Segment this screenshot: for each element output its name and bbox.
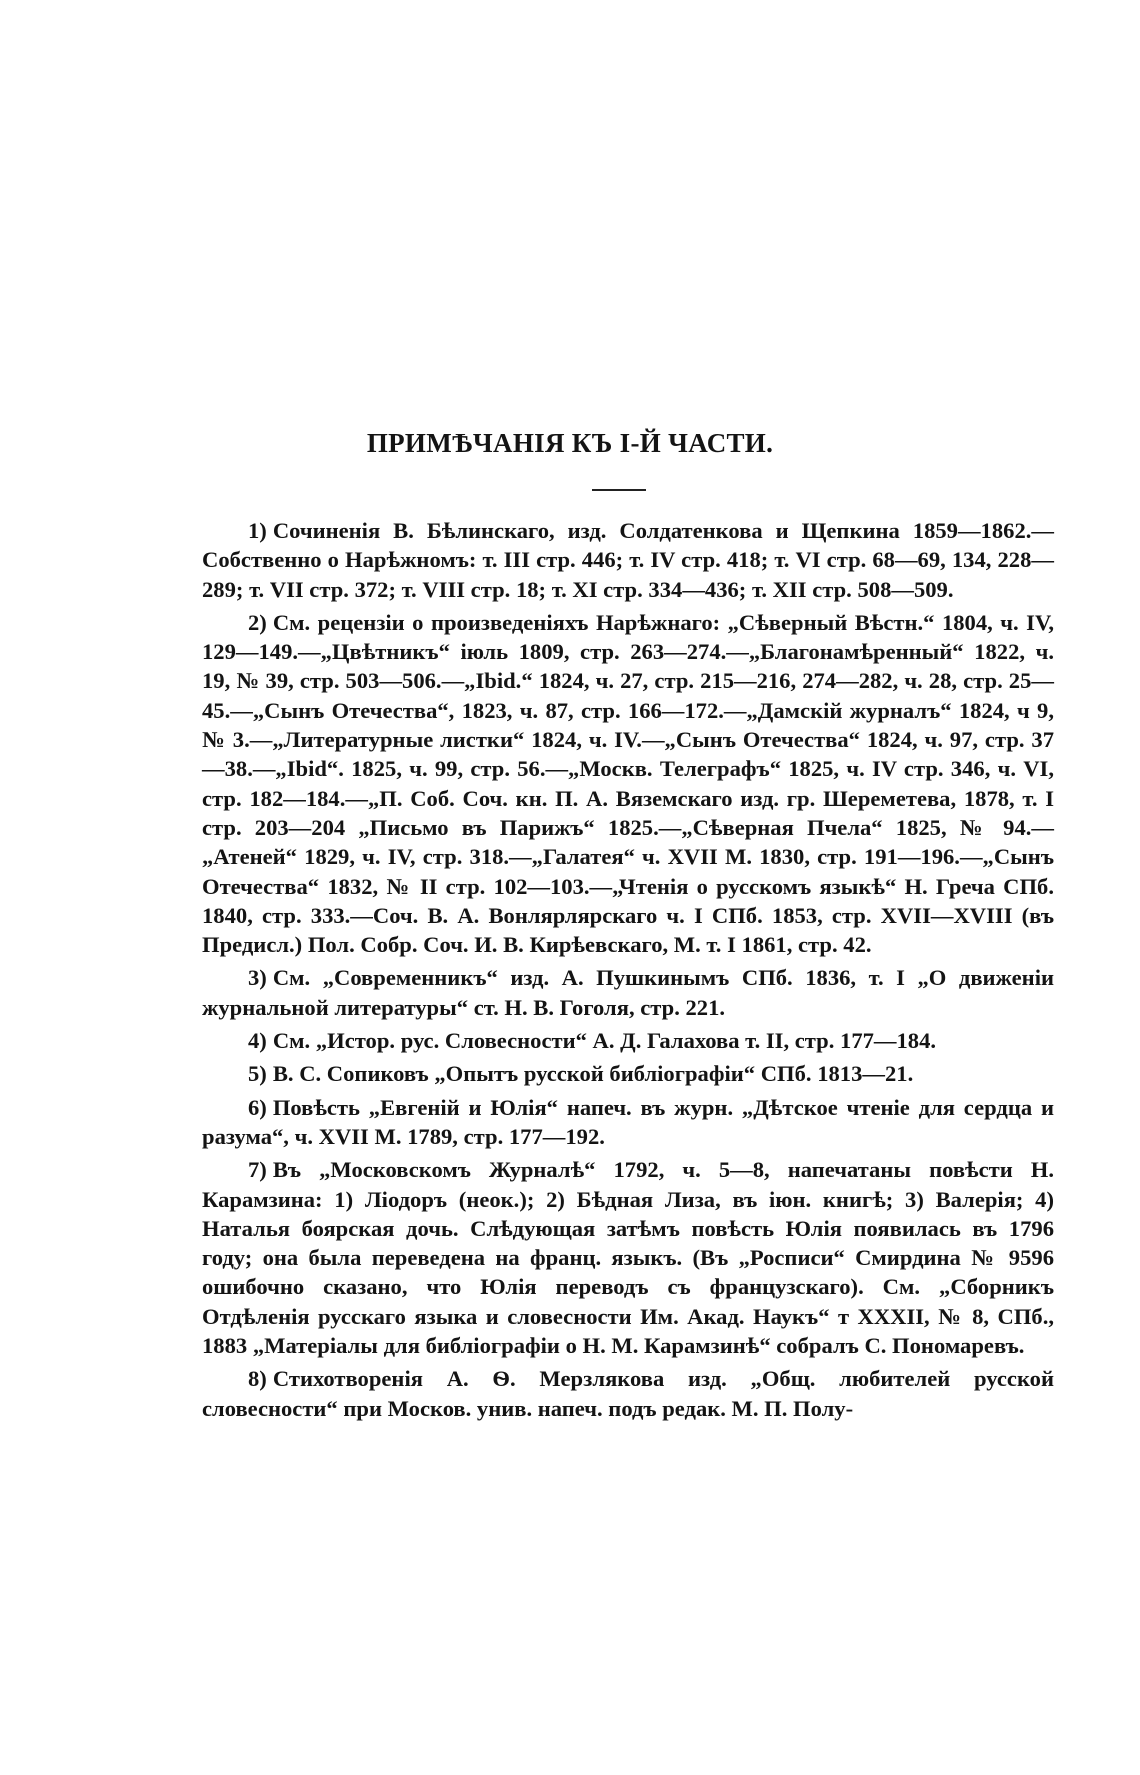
note-item — [202, 1059, 1054, 1088]
note-item — [202, 963, 1054, 1022]
note-text: Повѣсть „Евгеній и Юлія“ напеч. въ журн. „Дѣтское чтеніе для сердца и разума“, ч. XVII М. 1789, стр. 177—192. — [202, 1094, 1054, 1149]
notes-list — [202, 516, 1054, 1427]
note-item — [202, 1093, 1054, 1152]
note-item — [202, 1155, 1054, 1360]
note-text: См. „Истор. рус. Словесности“ А. Д. Галахова т. II, стр. 177—184. — [272, 1028, 937, 1054]
note-text: Въ „Московскомъ Журналѣ“ 1792, ч. 5—8, напечатаны повѣсти Н. Карамзина: 1) Ліодоръ (неок.); 2) Бѣдная Лиза, въ іюн. книгѣ; 3) Валерія; 4) Наталья боярская дочь. Слѣдующая затѣмъ повѣсть Юлія появилась въ 1796 году; она была переведена на франц. языкъ. (Въ „Росписи“ Смирдина № 9596 ошибочно сказано, что Юлія переводъ съ французскаго). См. „Сборникъ Отдѣленія русскаго языка и словесности Им. Акад. Наукъ“ т XXXII, № 8, СПб., 1883 „Матеріалы для библіографіи о Н. М. Карамзинѣ“ собралъ С. Пономаревъ. — [202, 1157, 1054, 1359]
note-text: Сочиненія В. Бѣлинскаго, изд. Солдатенкова и Щепкина 1859—1862.—Собственно о Нарѣжномъ: т. III стр. 446; т. IV стр. 418; т. VI стр. 68—69, 134, 228—289; т. VII стр. 372; т. VIII стр. 18; т. XI стр. 334—436; т. XII стр. 508—509. — [202, 518, 1054, 602]
note-number: 8) — [248, 1366, 267, 1392]
note-item — [202, 1364, 1054, 1423]
note-text: Стихотворенія А. Ѳ. Мерзлякова изд. „Общ. любителей русской словесности“ при Москов. унив. напеч. подъ редак. М. П. Полу- — [202, 1366, 1054, 1421]
title-rule — [592, 489, 646, 491]
note-text: См. рецензіи о произведеніяхъ Нарѣжнаго: „Сѣверный Вѣстн.“ 1804, ч. IV, 129—149.—„Цвѣтникъ“ іюль 1809, стр. 263—274.—„Благонамѣренный“ 1822, ч. 19, № 39, стр. 503—506.—„Ibid.“ 1824, ч. 27, стр. 215—216, 274—282, ч. 28, стр. 25—45.—„Сынъ Отечества“, 1823, ч. 87, стр. 166—172.—„Дамскій журналъ“ 1824, ч 9, № 3.—„Литературные листки“ 1824, ч. IV.—„Сынъ Отечества“ 1824, ч. 97, стр. 37—38.—„Ibid“. 1825, ч. 99, стр. 56.—„Москв. Телеграфъ“ 1825, ч. IV стр. 346, ч. VI, стр. 182—184.—„П. Соб. Соч. кн. П. А. Вяземскаго изд. гр. Шереметева, 1878, т. I стр. 203—204 „Письмо въ Парижъ“ 1825.—„Сѣверная Пчела“ 1825, № 94.—„Атеней“ 1829, ч. IV, стр. 318.—„Галатея“ ч. XVII М. 1830, стр. 191—196.—„Сынъ Отечества“ 1832, № II стр. 102—103.—„Чтенія о русскомъ языкѣ“ Н. Греча СПб. 1840, стр. 333.—Соч. В. А. Вонлярлярскаго ч. I СПб. 1853, стр. XVII—XVIII (въ Предисл.) Пол. Собр. Соч. И. В. Кирѣевскаго, М. т. I 1861, стр. 42. — [202, 609, 1054, 958]
note-number: 5) — [248, 1061, 267, 1087]
note-number: 2) — [248, 609, 267, 635]
note-item — [202, 1026, 1054, 1055]
note-text: В. С. Сопиковъ „Опытъ русской библіографіи“ СПб. 1813—21. — [272, 1061, 914, 1087]
page-title: ПРИМѢЧАНІЯ КЪ І-Й ЧАСТИ. — [366, 428, 774, 458]
note-item — [202, 516, 1054, 604]
note-number: 3) — [248, 965, 267, 991]
note-number: 4) — [248, 1028, 267, 1054]
note-text: См. „Современникъ“ изд. А. Пушкинымъ СПб. 1836, т. I „О движеніи журнальной литературы“ ст. Н. В. Гоголя, стр. 221. — [202, 965, 1054, 1020]
note-item — [202, 608, 1054, 960]
note-number: 6) — [248, 1094, 267, 1120]
note-number: 7) — [248, 1157, 267, 1183]
note-number: 1) — [248, 518, 267, 543]
